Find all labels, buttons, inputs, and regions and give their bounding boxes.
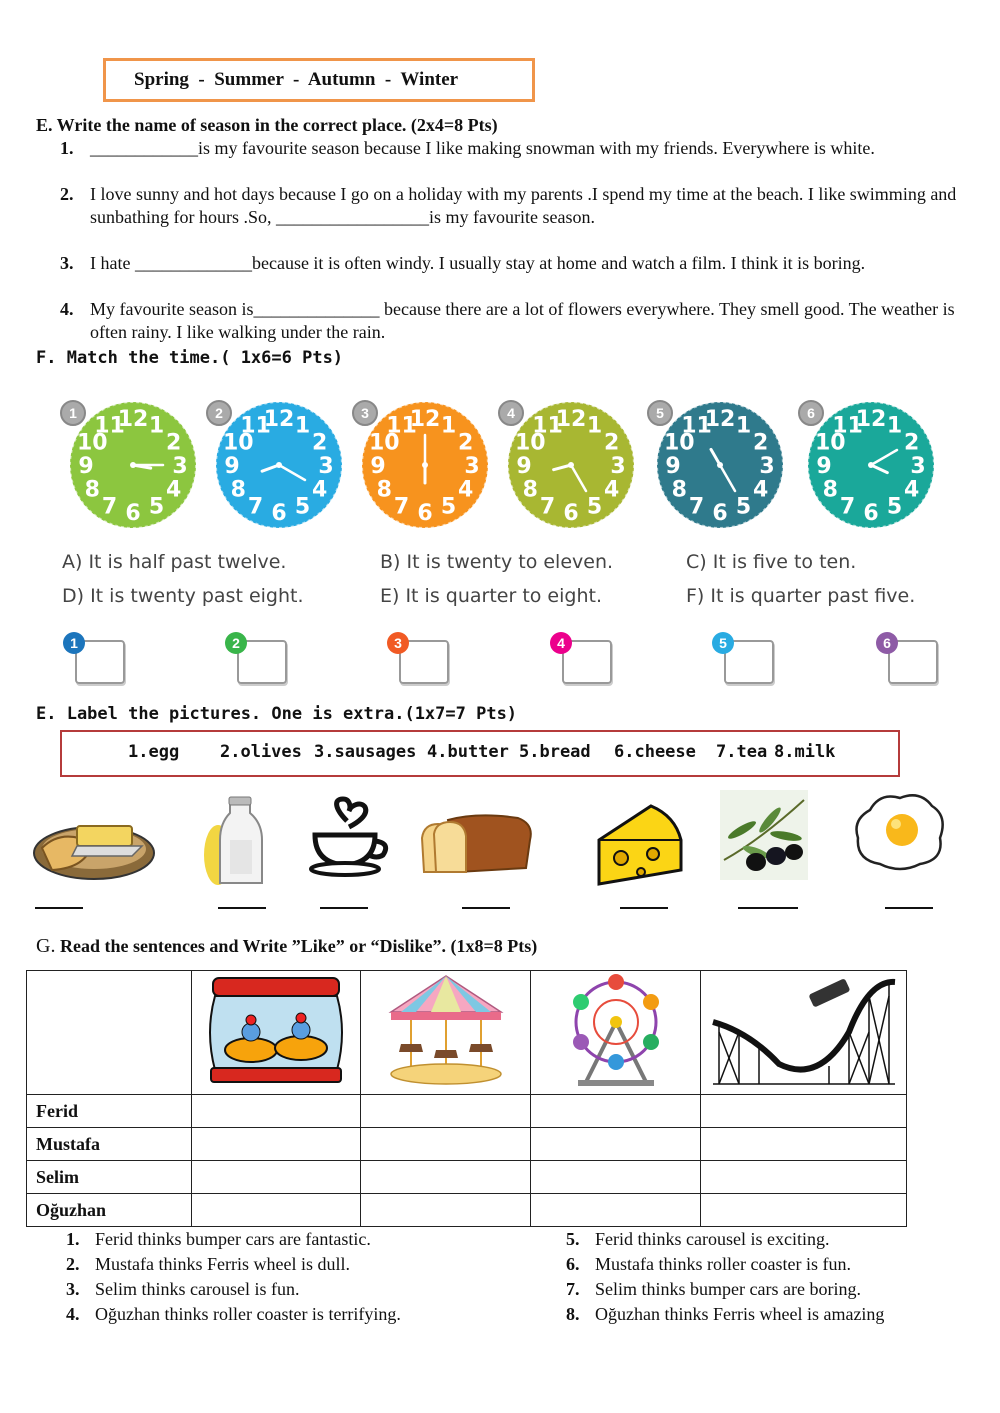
svg-text:4: 4 — [312, 477, 328, 503]
svg-text:6: 6 — [863, 501, 879, 526]
season-question-2 — [60, 183, 980, 231]
carousel-icon — [381, 972, 511, 1088]
clock-number-badge: 2 — [206, 400, 232, 426]
clock-face-icon — [506, 400, 636, 530]
svg-text:6: 6 — [712, 501, 728, 526]
time-option-a: A) It is half past twelve. — [62, 551, 287, 573]
clock-4 — [506, 400, 636, 530]
statement-8 — [566, 1302, 884, 1327]
svg-text:8: 8 — [522, 477, 538, 503]
ride-header-ferris-wheel — [531, 971, 701, 1095]
svg-text:7: 7 — [539, 494, 556, 520]
statement-text: Mustafa thinks Ferris wheel is dull. — [95, 1254, 350, 1274]
clock-2 — [214, 400, 344, 530]
ride-header-roller-coaster — [701, 971, 907, 1095]
svg-text:12: 12 — [409, 407, 441, 432]
section-e-label-heading: E. Label the pictures. One is extra.(1x7=7 Pts) — [36, 704, 518, 724]
olives-picture — [720, 790, 808, 880]
statement-number: 6. — [566, 1254, 580, 1274]
bread-picture — [418, 810, 536, 880]
svg-text:11: 11 — [681, 413, 712, 439]
svg-text:1: 1 — [586, 413, 603, 439]
svg-text:1: 1 — [886, 413, 903, 439]
svg-text:6: 6 — [125, 501, 141, 526]
statement-text: Ferid thinks carousel is exciting. — [595, 1229, 830, 1249]
section-g-instructions: Read the sentences and Write ”Like” or “Dislike”. (1x8=8 Pts) — [55, 936, 538, 956]
svg-text:1: 1 — [440, 413, 457, 439]
answer-line-egg[interactable] — [885, 907, 933, 909]
svg-text:3: 3 — [910, 454, 926, 479]
svg-text:4: 4 — [458, 477, 474, 503]
cheese-picture — [595, 800, 685, 888]
name-cell-selim: Selim — [27, 1161, 192, 1194]
svg-text:10: 10 — [76, 430, 108, 456]
svg-text:9: 9 — [370, 454, 386, 479]
svg-text:5: 5 — [440, 494, 457, 520]
food-word-2: 2.olives — [220, 742, 302, 762]
svg-text:4: 4 — [166, 477, 182, 503]
statement-7 — [566, 1277, 861, 1302]
question-number: 2. — [60, 184, 74, 204]
svg-text:4: 4 — [904, 477, 920, 503]
svg-text:12: 12 — [704, 407, 736, 432]
answer-cell[interactable] — [361, 1194, 531, 1227]
svg-text:1: 1 — [294, 413, 311, 439]
svg-text:5: 5 — [294, 494, 311, 520]
svg-text:12: 12 — [855, 407, 887, 432]
statement-5 — [566, 1227, 829, 1252]
svg-text:11: 11 — [94, 413, 125, 439]
answer-line-olives[interactable] — [738, 907, 798, 909]
question-text: I love sunny and hot days because I go on a holiday with my parents .I spend my time at the beach. I like swimming and sunbathing for hours .So, _________________is my favourite season. — [90, 184, 957, 227]
svg-text:3: 3 — [610, 454, 626, 479]
question-number: 1. — [60, 138, 74, 158]
food-word-1: 1.egg — [128, 742, 180, 762]
svg-text:9: 9 — [516, 454, 532, 479]
svg-text:10: 10 — [514, 430, 546, 456]
time-option-c: C) It is five to ten. — [686, 551, 857, 573]
section-g-heading — [36, 935, 537, 958]
statement-number: 1. — [66, 1229, 80, 1249]
statement-text: Ferid thinks bumper cars are fantastic. — [95, 1229, 371, 1249]
question-text: My favourite season is______________ because there are a lot of flowers everywhere. They smell good. The weather is often rainy. I like walking under the rain. — [90, 299, 955, 342]
food-word-5: 5.bread — [519, 742, 591, 762]
svg-text:2: 2 — [166, 430, 182, 456]
clock-face-icon — [806, 400, 936, 530]
name-cell-mustafa: Mustafa — [27, 1128, 192, 1161]
svg-text:1: 1 — [735, 413, 752, 439]
clock-face-icon — [360, 400, 490, 530]
season-question-1 — [60, 137, 980, 161]
answer-cell[interactable] — [701, 1095, 907, 1128]
svg-text:8: 8 — [822, 477, 838, 503]
question-number: 3. — [60, 253, 74, 273]
answer-cell[interactable] — [531, 1161, 701, 1194]
tea-picture — [305, 795, 395, 880]
answer-cell[interactable] — [361, 1128, 531, 1161]
answer-line-cheese[interactable] — [620, 907, 668, 909]
statement-number: 3. — [66, 1279, 80, 1299]
svg-text:7: 7 — [393, 494, 410, 520]
statement-2 — [66, 1252, 350, 1277]
statement-6 — [566, 1252, 851, 1277]
svg-text:3: 3 — [172, 454, 188, 479]
svg-text:8: 8 — [671, 477, 687, 503]
name-cell-ferid: Ferid — [27, 1095, 192, 1128]
answer-number-badge: 2 — [225, 632, 247, 654]
ferris-wheel-icon — [556, 972, 676, 1088]
svg-text:4: 4 — [604, 477, 620, 503]
svg-text:10: 10 — [663, 430, 695, 456]
clock-number-badge: 6 — [798, 400, 824, 426]
answer-cell[interactable] — [701, 1128, 907, 1161]
answer-cell[interactable] — [531, 1095, 701, 1128]
answer-line-milk[interactable] — [218, 907, 266, 909]
season-word-box — [103, 58, 535, 102]
svg-text:3: 3 — [318, 454, 334, 479]
statement-4 — [66, 1302, 401, 1327]
answer-line-butter[interactable] — [35, 907, 83, 909]
answer-cell[interactable] — [191, 1161, 361, 1194]
svg-text:6: 6 — [563, 501, 579, 526]
svg-text:11: 11 — [532, 413, 563, 439]
clock-number-badge: 3 — [352, 400, 378, 426]
svg-text:7: 7 — [688, 494, 705, 520]
statement-text: Oğuzhan thinks Ferris wheel is amazing — [595, 1304, 885, 1324]
svg-text:1: 1 — [148, 413, 165, 439]
name-cell-oguzhan: Oğuzhan — [27, 1194, 192, 1227]
svg-text:8: 8 — [84, 477, 100, 503]
season-question-4 — [60, 298, 980, 346]
clock-5 — [655, 400, 785, 530]
clock-6 — [806, 400, 936, 530]
svg-text:2: 2 — [458, 430, 474, 456]
food-word-7: 7.tea — [716, 742, 768, 762]
svg-text:8: 8 — [376, 477, 392, 503]
season-question-3 — [60, 252, 980, 276]
answer-cell[interactable] — [701, 1194, 907, 1227]
clock-number-badge: 1 — [60, 400, 86, 426]
time-option-e: E) It is quarter to eight. — [380, 585, 602, 607]
svg-text:11: 11 — [832, 413, 863, 439]
section-e-seasons-heading: E. Write the name of season in the correct place. (2x4=8 Pts) — [36, 115, 498, 135]
svg-text:8: 8 — [230, 477, 246, 503]
statement-number: 8. — [566, 1304, 580, 1324]
svg-text:10: 10 — [222, 430, 254, 456]
answer-number-badge: 5 — [712, 632, 734, 654]
section-f-heading: F. Match the time.( 1x6=6 Pts) — [36, 348, 344, 368]
statement-text: Selim thinks bumper cars are boring. — [595, 1279, 861, 1299]
statement-text: Oğuzhan thinks roller coaster is terrifying. — [95, 1304, 401, 1324]
answer-number-badge: 1 — [63, 632, 85, 654]
statement-number: 4. — [66, 1304, 80, 1324]
question-number: 4. — [60, 299, 74, 319]
answer-cell[interactable] — [191, 1194, 361, 1227]
answer-cell[interactable] — [701, 1161, 907, 1194]
clock-number-badge: 4 — [498, 400, 524, 426]
answer-number-badge: 6 — [876, 632, 898, 654]
answer-number-badge: 3 — [387, 632, 409, 654]
svg-text:9: 9 — [665, 454, 681, 479]
svg-text:5: 5 — [735, 494, 752, 520]
roller-coaster-icon — [709, 972, 899, 1088]
svg-text:2: 2 — [904, 430, 920, 456]
clock-face-icon — [68, 400, 198, 530]
answer-line-bread[interactable] — [462, 907, 510, 909]
svg-text:5: 5 — [586, 494, 603, 520]
svg-text:5: 5 — [886, 494, 903, 520]
answer-line-tea[interactable] — [320, 907, 368, 909]
egg-picture — [850, 790, 950, 875]
bumper-cars-icon — [201, 972, 351, 1088]
food-word-box — [60, 730, 900, 777]
svg-text:4: 4 — [753, 477, 769, 503]
svg-text:2: 2 — [604, 430, 620, 456]
statement-number: 7. — [566, 1279, 580, 1299]
statement-text: Selim thinks carousel is fun. — [95, 1279, 300, 1299]
season-words: Spring - Summer - Autumn - Winter — [134, 69, 459, 90]
svg-text:10: 10 — [814, 430, 846, 456]
statement-text: Mustafa thinks roller coaster is fun. — [595, 1254, 851, 1274]
clock-number-badge: 5 — [647, 400, 673, 426]
svg-text:12: 12 — [117, 407, 149, 432]
svg-text:9: 9 — [78, 454, 94, 479]
clock-3 — [360, 400, 490, 530]
answer-cell[interactable] — [191, 1128, 361, 1161]
question-text: ____________is my favourite season because I like making snowman with my friends. Everywhere is white. — [90, 138, 875, 158]
svg-text:12: 12 — [555, 407, 587, 432]
svg-text:6: 6 — [417, 501, 433, 526]
empty-header-cell — [27, 971, 192, 1095]
answer-cell[interactable] — [361, 1161, 531, 1194]
svg-text:9: 9 — [816, 454, 832, 479]
section-g-letter: G. — [36, 935, 56, 957]
answer-number-badge: 4 — [550, 632, 572, 654]
food-word-6: 6.cheese — [614, 742, 696, 762]
clock-face-icon — [655, 400, 785, 530]
answer-cell[interactable] — [531, 1128, 701, 1161]
time-option-b: B) It is twenty to eleven. — [380, 551, 614, 573]
like-dislike-table — [26, 970, 907, 1227]
food-word-8: 8.milk — [774, 742, 836, 762]
statement-3 — [66, 1277, 299, 1302]
butter-picture — [32, 808, 157, 883]
clock-face-icon — [214, 400, 344, 530]
statement-1 — [66, 1227, 371, 1252]
svg-text:3: 3 — [464, 454, 480, 479]
milk-picture — [200, 795, 280, 890]
statement-number: 5. — [566, 1229, 580, 1249]
clock-1 — [68, 400, 198, 530]
svg-text:12: 12 — [263, 407, 295, 432]
svg-text:10: 10 — [368, 430, 400, 456]
answer-cell[interactable] — [361, 1095, 531, 1128]
svg-text:11: 11 — [386, 413, 417, 439]
ride-header-bumper-cars — [191, 971, 361, 1095]
svg-text:6: 6 — [271, 501, 287, 526]
svg-text:9: 9 — [224, 454, 240, 479]
question-text: I hate _____________because it is often windy. I usually stay at home and watch a film. I think it is boring. — [90, 253, 866, 273]
food-word-4: 4.butter — [427, 742, 509, 762]
svg-text:7: 7 — [101, 494, 118, 520]
statement-number: 2. — [66, 1254, 80, 1274]
svg-text:7: 7 — [839, 494, 856, 520]
time-option-f: F) It is quarter past five. — [686, 585, 916, 607]
svg-text:2: 2 — [312, 430, 328, 456]
answer-cell[interactable] — [531, 1194, 701, 1227]
time-option-d: D) It is twenty past eight. — [62, 585, 304, 607]
answer-cell[interactable] — [191, 1095, 361, 1128]
food-word-3: 3.sausages — [314, 742, 417, 762]
ride-header-carousel — [361, 971, 531, 1095]
svg-text:7: 7 — [247, 494, 264, 520]
svg-text:5: 5 — [148, 494, 165, 520]
svg-text:11: 11 — [240, 413, 271, 439]
svg-text:3: 3 — [759, 454, 775, 479]
svg-text:2: 2 — [753, 430, 769, 456]
